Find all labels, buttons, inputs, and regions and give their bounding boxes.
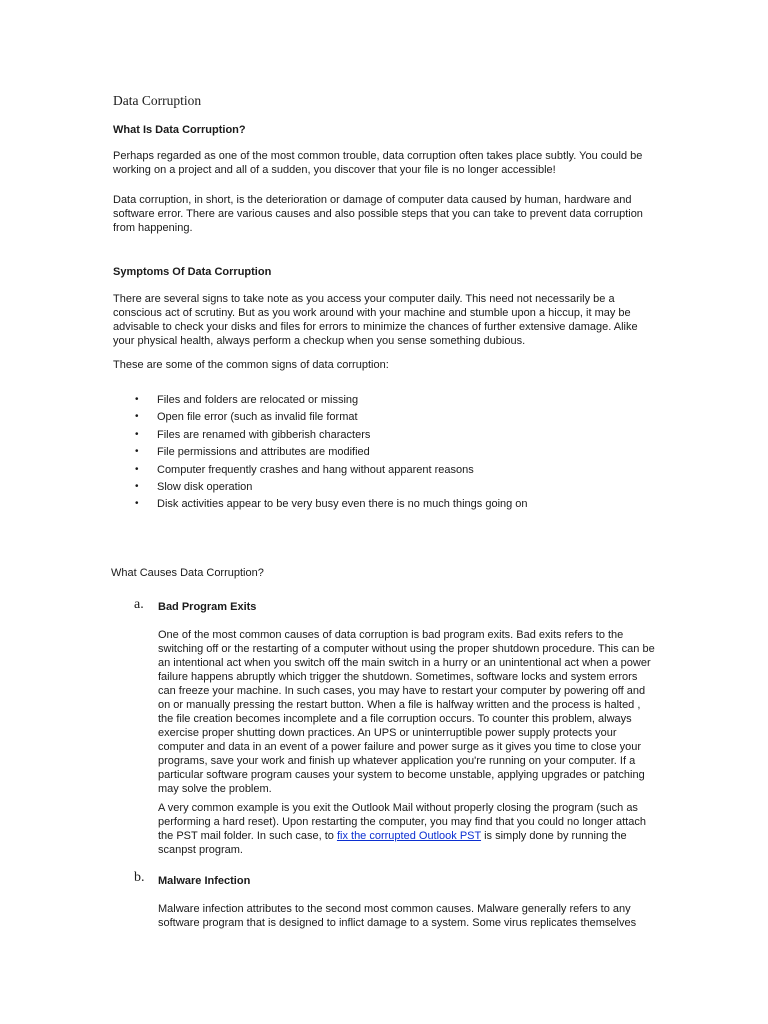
bullet-icon: • — [135, 394, 139, 405]
bullet-icon: • — [135, 411, 139, 423]
signs-list — [113, 393, 528, 515]
bullet-icon: • — [135, 480, 139, 492]
intro-paragraph-1: Perhaps regarded as one of the most common trouble, data corruption often takes place subtly. You could be working on a project and all of a sudden, you discover that your file is no longer accessible! — [113, 150, 643, 176]
causes-heading: What Causes Data Corruption? — [111, 567, 264, 579]
symptoms-paragraph: There are several signs to take note as you access your computer daily. This need not necessarily be a conscious act of scrutiny. But as you work around with your machine and stumble upon a hiccup, it may be advisable to check your disks and files for errors to minimize the chances of further extensive damage. Alike your physical health, always perform a checkup when you sense something dubious. — [113, 293, 638, 347]
section-b-title: Malware Infection — [158, 875, 251, 887]
section-a-paragraph-2: A very common example is you exit the Outlook Mail without properly closing the program (such as performing a hard reset). Upon restarting the computer, you may find that you could no longer attach the PST mail folder. In such case, to fix the corrupted Outlook PST is simply done by running the scanpst program. — [158, 802, 646, 856]
section-b-letter: b. — [134, 870, 145, 885]
section-a-letter: a. — [134, 597, 144, 612]
list-item: • Files are renamed with gibberish characters — [135, 428, 371, 441]
signs-intro: These are some of the common signs of data corruption: — [113, 359, 389, 371]
list-item: • Computer frequently crashes and hang without apparent reasons — [135, 463, 474, 476]
document-title: Data Corruption — [113, 93, 202, 108]
symptoms-heading: Symptoms Of Data Corruption — [113, 266, 272, 278]
intro-paragraph-2: Data corruption, in short, is the deterioration or damage of computer data caused by human, hardware and software error. There are various causes and also possible steps that you can take to prevent data corruption from happening. — [113, 194, 643, 234]
bullet-icon: • — [135, 463, 139, 475]
list-item: • Open file error (such as invalid file format — [135, 411, 358, 424]
bullet-icon: • — [135, 498, 139, 510]
section-a-title: Bad Program Exits — [158, 601, 257, 613]
what-is-heading: What Is Data Corruption? — [113, 124, 246, 136]
bullet-icon: • — [135, 428, 139, 440]
list-item: • Slow disk operation — [135, 480, 253, 493]
section-a-paragraph-1: One of the most common causes of data corruption is bad program exits. Bad exits refers to the switching off or the restarting of a computer without using the proper shutdown procedure. This can be an intentional act when you switch off the main switch in a hurry or an unintentional act when a power failure happens abruptly which trigger the shutdown. Sometimes, software locks and system errors can freeze your machine. In such cases, you may have to restart your computer by powering off and on or manually pressing the restart button. When a file is halfway written and the process is halted , the file creation becomes incomplete and a file corruption occurs. To counter this problem, always exercise proper shutting down practices. An UPS or uninterruptible power supply protects your computer and data in an event of a power failure and power surge as it gives you time to close your programs, save your work and finish up whatever application you're running on your computer. If a particular software program causes your system to become unstable, applying upgrades or patching may solve the problem. — [158, 629, 655, 795]
fix-pst-link[interactable]: fix the corrupted Outlook PST — [336, 830, 482, 842]
list-item: • Files and folders are relocated or missing — [135, 394, 359, 406]
section-b-paragraph-1: Malware infection attributes to the second most common causes. Malware generally refers to any software program that is designed to inflict damage to a system. Some virus replicates themselves — [158, 903, 637, 929]
list-item: • Disk activities appear to be very busy even there is no much things going on — [135, 498, 528, 511]
bullet-icon: • — [135, 446, 139, 458]
list-item: • File permissions and attributes are modified — [135, 446, 370, 459]
